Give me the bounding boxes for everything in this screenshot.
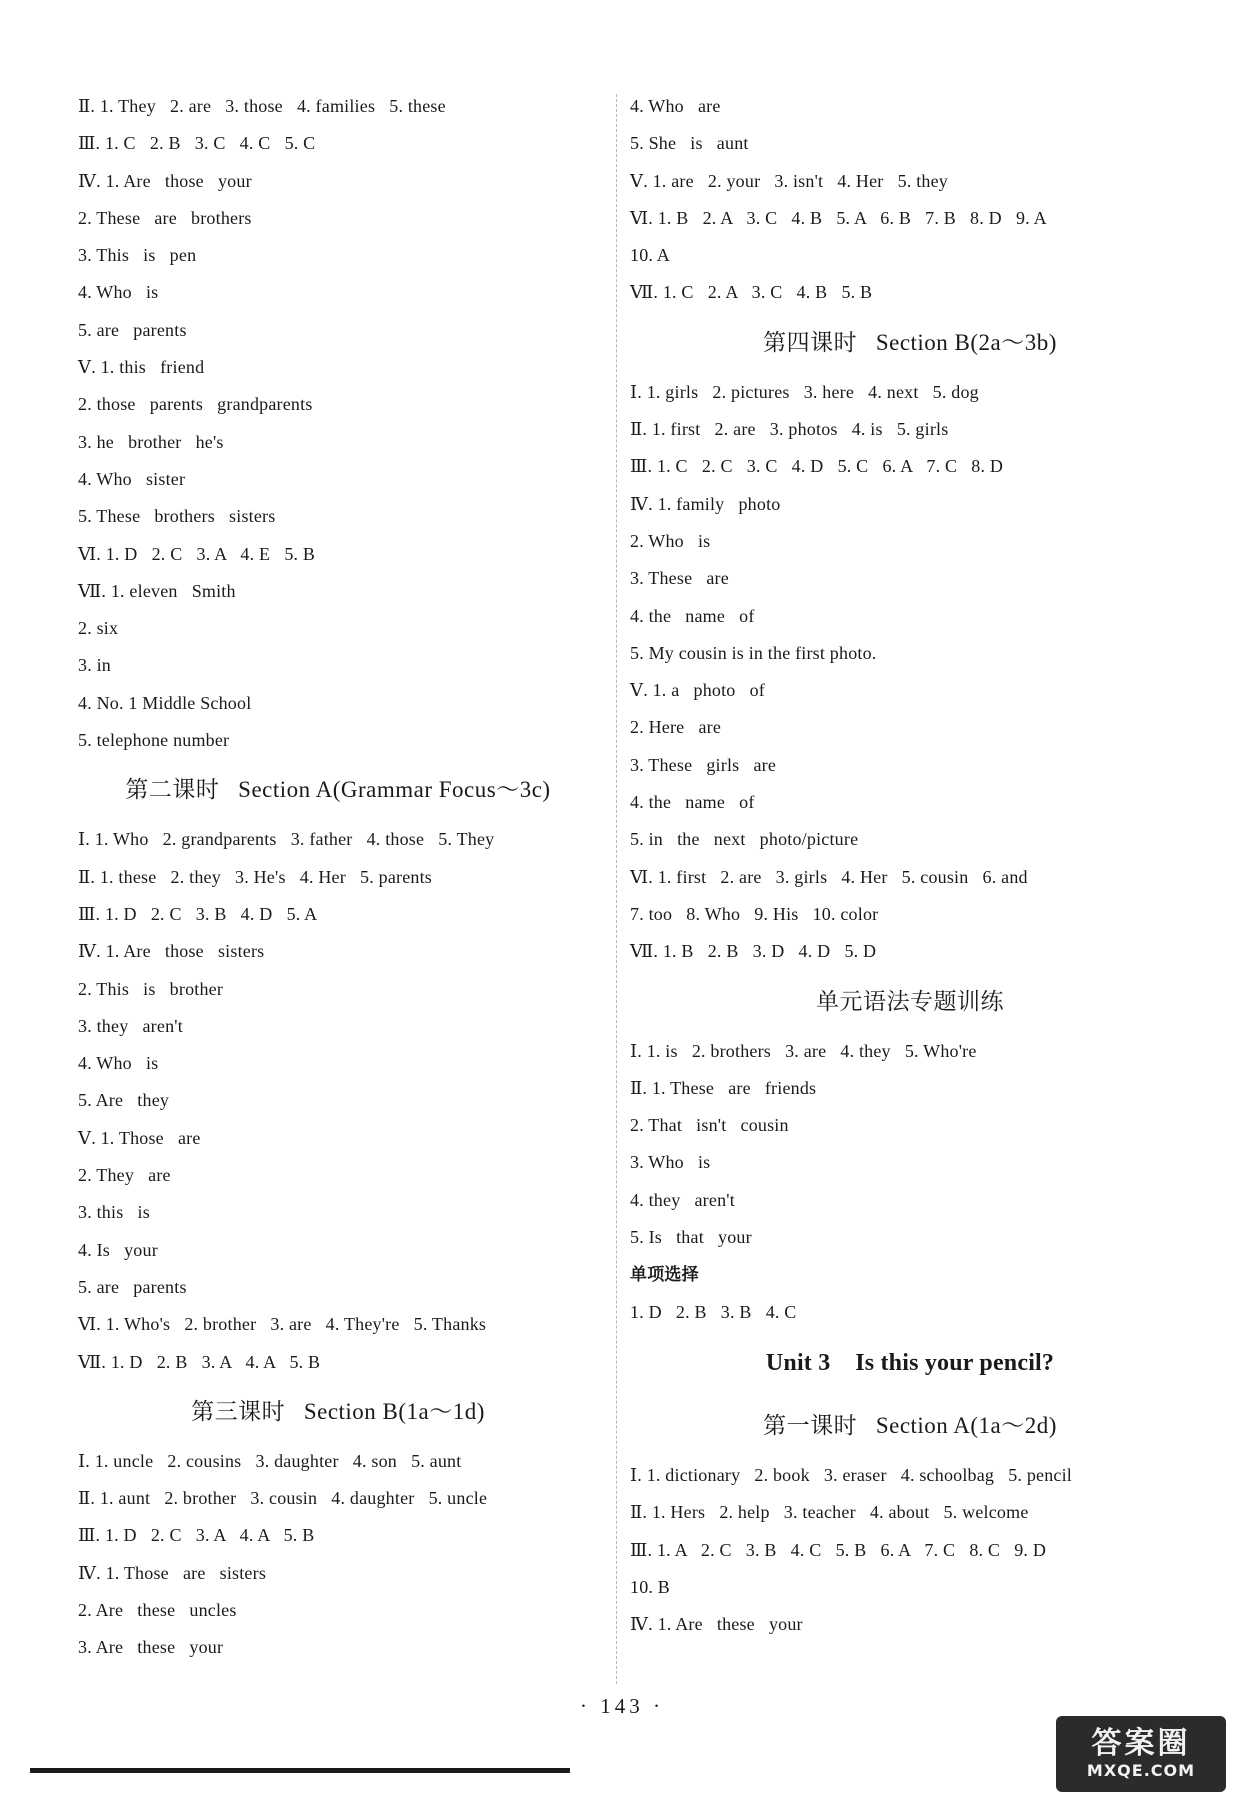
answer-line: Ⅲ. 1. C 2. B 3. C 4. C 5. C <box>78 133 316 154</box>
answer-line: Ⅶ. 1. D 2. B 3. A 4. A 5. B <box>78 1351 321 1372</box>
answer-line: 4. Who is <box>78 1053 159 1074</box>
answer-line: Ⅶ. 1. B 2. B 3. D 4. D 5. D <box>630 941 877 962</box>
answer-line: 2. This is brother <box>78 978 224 999</box>
page-number: · 143 · <box>580 1694 664 1718</box>
answer-line: 7. too 8. Who 9. His 10. color <box>630 903 879 924</box>
answer-line: 5. These brothers sisters <box>78 506 276 527</box>
answer-line: Ⅳ. 1. Are these your <box>630 1614 803 1635</box>
answer-line: 3. These girls are <box>630 754 777 775</box>
answer-line: Ⅳ. 1. Are those sisters <box>78 941 265 962</box>
answer-line: 4. Who are <box>630 96 721 116</box>
answer-line: 2. Are these uncles <box>78 1599 237 1620</box>
answer-line: 3. Who is <box>630 1152 711 1173</box>
answer-line: 5. Is that your <box>630 1227 752 1248</box>
answer-line: Ⅵ. 1. first 2. are 3. girls 4. Her 5. cousin 6. and <box>630 866 1028 887</box>
answer-line: 10. A <box>630 245 671 266</box>
answer-line: 5. are parents <box>78 1276 187 1297</box>
answer-line: 3. These are <box>630 568 729 589</box>
section-heading: 第三课时 Section B(1a～1d) <box>191 1398 485 1424</box>
left-column <box>78 88 598 1667</box>
answer-line: Ⅳ. 1. family photo <box>630 493 781 514</box>
answer-line: 2. They are <box>78 1165 171 1186</box>
section-heading: 单元语法专题训练 <box>816 988 1004 1014</box>
answer-line: Ⅰ. 1. dictionary 2. book 3. eraser 4. schoolbag 5. pencil <box>630 1464 1073 1485</box>
answer-line: Ⅵ. 1. D 2. C 3. A 4. E 5. B <box>78 543 316 564</box>
answer-line: 3. This is pen <box>78 245 197 266</box>
answer-line: 5. Are they <box>78 1090 170 1111</box>
answer-line: Ⅱ. 1. aunt 2. brother 3. cousin 4. daughter 5. uncle <box>78 1488 488 1509</box>
answer-line: Ⅶ. 1. C 2. A 3. C 4. B 5. B <box>630 282 873 303</box>
answer-line: 5. My cousin is in the first photo. <box>630 642 877 663</box>
answer-line: Ⅲ. 1. A 2. C 3. B 4. C 5. B 6. A 7. C 8. C 9. D <box>630 1539 1047 1560</box>
column-divider <box>616 94 617 1684</box>
answer-line: Ⅴ. 1. a photo of <box>630 680 765 701</box>
answer-line: Ⅲ. 1. D 2. C 3. B 4. D 5. A <box>78 903 318 924</box>
answer-line: 3. this is <box>78 1202 150 1223</box>
answer-line: 10. B <box>630 1576 671 1597</box>
answer-line: 4. Who is <box>78 282 159 303</box>
answer-line: 5. She is aunt <box>630 133 749 154</box>
answer-line: Ⅰ. 1. is 2. brothers 3. are 4. they 5. Who're <box>630 1040 977 1061</box>
answer-line: Ⅳ. 1. Are those your <box>78 170 252 191</box>
answer-line: Ⅱ. 1. first 2. are 3. photos 4. is 5. girls <box>630 419 949 440</box>
watermark-top-text: 答案圈 <box>1091 1726 1191 1761</box>
subsection-label: 单项选择 <box>630 1265 699 1285</box>
answer-line: Ⅲ. 1. D 2. C 3. A 4. A 5. B <box>78 1525 315 1546</box>
answer-line: 3. they aren't <box>78 1015 183 1036</box>
answer-line: 4. the name of <box>630 792 755 813</box>
unit-title: Unit 3 Is this your pencil? <box>765 1349 1055 1376</box>
answer-line: 5. telephone number <box>78 730 230 751</box>
answer-line: Ⅱ. 1. Hers 2. help 3. teacher 4. about 5. welcome <box>630 1502 1029 1523</box>
answer-line: Ⅰ. 1. girls 2. pictures 3. here 4. next 5. dog <box>630 381 979 402</box>
answer-line: Ⅶ. 1. eleven Smith <box>78 580 236 601</box>
answer-line: 2. six <box>78 618 119 639</box>
answer-line: 4. they aren't <box>630 1189 735 1210</box>
answer-line: 3. Are these your <box>78 1637 224 1658</box>
answer-line: Ⅱ. 1. They 2. are 3. those 4. families 5. these <box>78 96 446 116</box>
right-column <box>630 88 1190 1643</box>
answer-line: Ⅴ. 1. Those are <box>78 1127 201 1148</box>
answer-line: Ⅴ. 1. this friend <box>78 357 205 378</box>
answer-line: Ⅳ. 1. Those are sisters <box>78 1562 267 1583</box>
answer-line: 1. D 2. B 3. B 4. C <box>630 1301 797 1322</box>
answer-line: Ⅰ. 1. uncle 2. cousins 3. daughter 4. son 5. aunt <box>78 1450 462 1471</box>
answer-line: Ⅲ. 1. C 2. C 3. C 4. D 5. C 6. A 7. C 8. D <box>630 456 1004 477</box>
answer-line: 2. That isn't cousin <box>630 1115 789 1136</box>
answer-line: 2. Who is <box>630 530 711 551</box>
answer-line: 3. in <box>78 655 112 676</box>
answer-line: Ⅵ. 1. Who's 2. brother 3. are 4. They're 5. Thanks <box>78 1314 487 1335</box>
answer-line: 5. in the next photo/picture <box>630 829 859 850</box>
section-heading: 第二课时 Section A(Grammar Focus～3c) <box>125 777 551 803</box>
answer-line: Ⅴ. 1. are 2. your 3. isn't 4. Her 5. they <box>630 170 948 191</box>
answer-line: Ⅱ. 1. these 2. they 3. He's 4. Her 5. parents <box>78 866 433 887</box>
answer-line: 2. Here are <box>630 717 722 738</box>
section-heading: 第四课时 Section B(2a～3b) <box>763 329 1057 355</box>
answer-line: 3. he brother he's <box>78 431 224 452</box>
watermark-bottom-text: MXQE.COM <box>1086 1761 1196 1780</box>
answer-line: 4. Is your <box>78 1239 158 1260</box>
answer-line: Ⅵ. 1. B 2. A 3. C 4. B 5. A 6. B 7. B 8. D 9. A <box>630 207 1047 228</box>
answer-line: Ⅱ. 1. These are friends <box>630 1077 817 1098</box>
answer-line: 4. Who sister <box>78 468 186 489</box>
answer-line: Ⅰ. 1. Who 2. grandparents 3. father 4. those 5. They <box>78 829 495 850</box>
answer-line: 5. are parents <box>78 319 187 340</box>
answer-line: 4. No. 1 Middle School <box>78 692 252 713</box>
answer-line: 2. those parents grandparents <box>78 394 313 415</box>
bottom-rule <box>30 1768 570 1773</box>
section-heading: 第一课时 Section A(1a～2d) <box>763 1412 1057 1438</box>
answer-line: 4. the name of <box>630 605 755 626</box>
answer-line: 2. These are brothers <box>78 207 252 228</box>
site-watermark-logo <box>1056 1716 1226 1792</box>
